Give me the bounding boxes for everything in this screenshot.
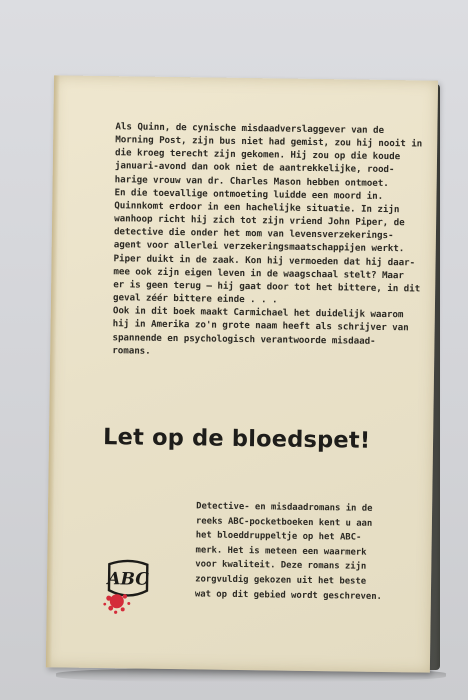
promo-line: wat op dit gebied wordt geschreven. — [194, 588, 382, 602]
blurb-line: harige vrouw van dr. Charles Mason hebben ontmoet. — [114, 173, 389, 189]
blurb-line: Piper duikt in de zaak. Kon hij vermoeden dat hij daar- — [113, 252, 416, 268]
abc-logo — [99, 554, 158, 619]
blurb-line: Morning Post, zijn bus niet had gemist, zou hij nooit in — [115, 134, 423, 150]
headline: Let op de bloedspet! — [102, 424, 371, 454]
blurb-line: Ook in dit boek maakt Carmichael het duidelijk waarom — [112, 305, 404, 321]
promo-line: voor kwaliteit. Deze romans zijn — [195, 559, 367, 573]
blurb-line: geval zéér bittere einde . . . — [112, 292, 278, 306]
promo-line: zorgvuldig gekozen uit het beste — [195, 574, 367, 587]
blurb-line: En die toevallige ontmoeting luidde een moord in. — [114, 186, 384, 202]
blood-splat-icon — [103, 594, 130, 614]
promo-text — [195, 499, 422, 604]
promo-line: Detective- en misdaadromans in de — [196, 501, 373, 514]
promo-line: merk. Het is meteen een waarmerk — [195, 545, 367, 558]
blurb-line: Als Quinn, de cynische misdaadverslaggever van de — [115, 121, 385, 136]
logo-text: ABC — [107, 569, 149, 590]
blurb-line: mee ook zijn eigen leven in de waagschaal stelt? Maar — [113, 265, 404, 281]
blurb-line: hij in Amerika zo'n grote naam heeft als schrijver van — [112, 318, 409, 334]
blurb-line: januari-avond dan ook niet de aantrekkelijke, rood- — [114, 160, 395, 176]
book-back-cover — [46, 75, 438, 672]
blurb-text — [112, 120, 427, 361]
blurb-line: er is geen terug — hij gaat door tot het bittere, in dit — [113, 279, 421, 295]
promo-line: reeks ABC-pocketboeken kent u aan — [195, 515, 373, 529]
promo-line: het bloeddruppeltje op het ABC- — [195, 530, 362, 543]
blurb-line: die kroeg terecht zijn gekomen. Hij zou op die koude — [114, 147, 401, 163]
blurb-line: agent voor allerlei verzekeringsmaatschappijen werkt. — [113, 239, 405, 255]
blurb-line: wanhoop richt hij zich tot zijn vriend John Piper, de — [114, 213, 405, 229]
blurb-line: spannende en psychologisch verantwoorde misdaad- — [112, 331, 376, 347]
blurb-line: romans. — [112, 344, 151, 357]
blurb-line: detective die onder het mom van levensverzekerings- — [113, 226, 394, 242]
blurb-line: Quinnkomt erdoor in een hachelijke situatie. In zijn — [114, 200, 400, 216]
